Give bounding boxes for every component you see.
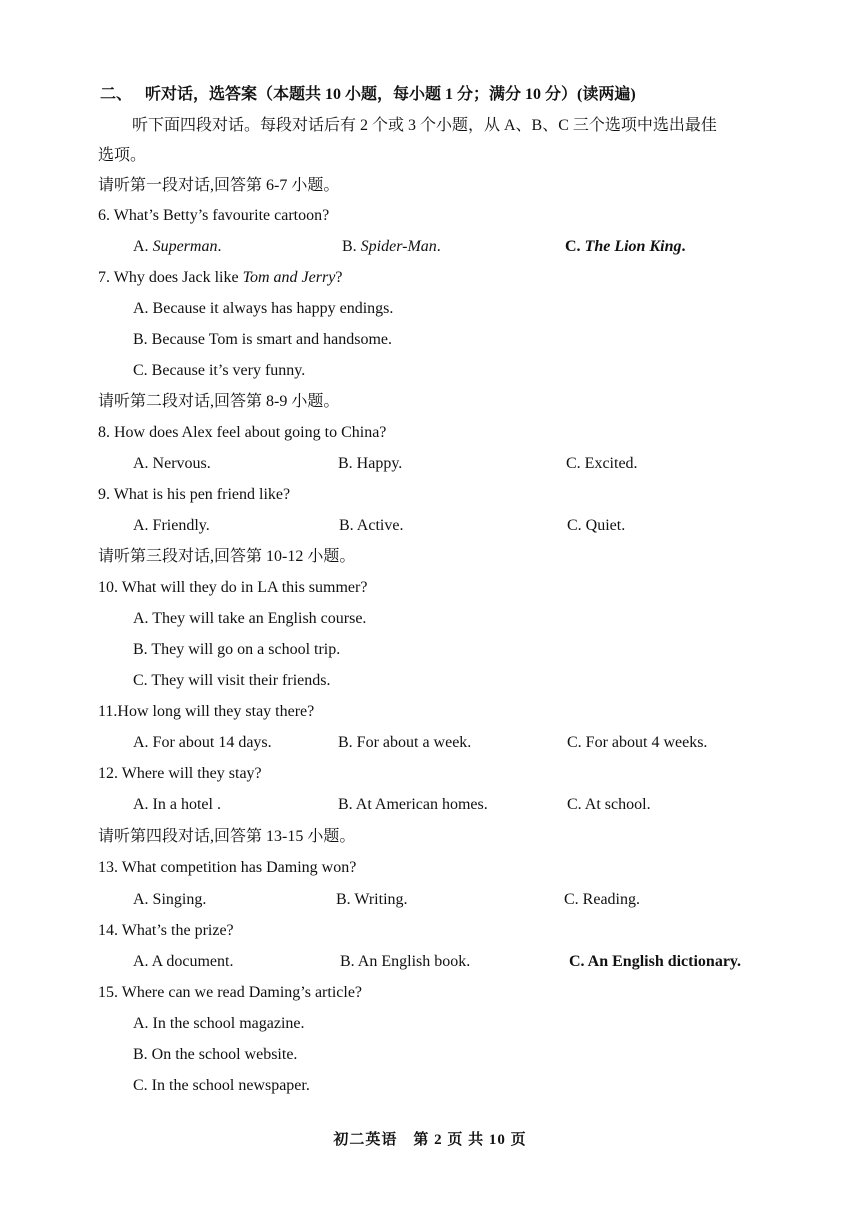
option-8b: B. Happy. — [338, 455, 403, 472]
instruction-line-1: 听下面四段对话。每段对话后有 2 个或 3 个小题，从 A、B、C 三个选项中选出最佳 — [132, 117, 717, 134]
option-12c: C. At school. — [567, 796, 651, 813]
option-11a: A. For about 14 days. — [133, 734, 272, 751]
question-8: 8. How does Alex feel about going to China? — [98, 424, 387, 441]
option-10c: C. They will visit their friends. — [133, 672, 331, 689]
option-15a: A. In the school magazine. — [133, 1015, 305, 1032]
option-10b: B. They will go on a school trip. — [133, 641, 341, 658]
option-6c: C. The Lion King. — [565, 238, 686, 255]
dialogue-prompt-4: 请听第四段对话,回答第 13-15 小题。 — [98, 828, 356, 845]
question-11: 11.How long will they stay there? — [98, 703, 315, 720]
option-8c: C. Excited. — [566, 455, 638, 472]
option-9c: C. Quiet. — [567, 517, 626, 534]
section-title: 听对话，选答案（本题共 10 小题，每小题 1 分；满分 10 分）(读两遍) — [145, 86, 636, 103]
option-6a: A. Superman. — [133, 238, 222, 255]
option-14b: B. An English book. — [340, 953, 471, 970]
option-14c: C. An English dictionary. — [569, 953, 742, 970]
option-6b: B. Spider-Man. — [342, 238, 441, 255]
option-12b: B. At American homes. — [338, 796, 488, 813]
page-footer: 初二英语 第 2 页 共 10 页 — [333, 1132, 527, 1148]
option-15b: B. On the school website. — [133, 1046, 298, 1063]
option-11b: B. For about a week. — [338, 734, 472, 751]
option-7a: A. Because it always has happy endings. — [133, 300, 394, 317]
option-13a: A. Singing. — [133, 891, 207, 908]
question-6: 6. What’s Betty’s favourite cartoon? — [98, 207, 330, 224]
option-12a: A. In a hotel . — [133, 796, 221, 813]
option-8a: A. Nervous. — [133, 455, 211, 472]
option-11c: C. For about 4 weeks. — [567, 734, 708, 751]
dialogue-prompt-2: 请听第二段对话,回答第 8-9 小题。 — [98, 393, 340, 410]
option-13b: B. Writing. — [336, 891, 408, 908]
option-14a: A. A document. — [133, 953, 234, 970]
option-7c: C. Because it’s very funny. — [133, 362, 306, 379]
dialogue-prompt-1: 请听第一段对话,回答第 6-7 小题。 — [98, 177, 340, 194]
option-10a: A. They will take an English course. — [133, 610, 367, 627]
question-12: 12. Where will they stay? — [98, 765, 262, 782]
option-9a: A. Friendly. — [133, 517, 210, 534]
question-14: 14. What’s the prize? — [98, 922, 234, 939]
option-15c: C. In the school newspaper. — [133, 1077, 310, 1094]
section-number: 二、 — [100, 86, 133, 103]
question-15: 15. Where can we read Daming’s article? — [98, 984, 363, 1001]
question-10: 10. What will they do in LA this summer? — [98, 579, 368, 596]
option-13c: C. Reading. — [564, 891, 640, 908]
option-7b: B. Because Tom is smart and handsome. — [133, 331, 392, 348]
question-9: 9. What is his pen friend like? — [98, 486, 291, 503]
dialogue-prompt-3: 请听第三段对话,回答第 10-12 小题。 — [98, 548, 356, 565]
option-9b: B. Active. — [339, 517, 404, 534]
question-7: 7. Why does Jack like Tom and Jerry? — [98, 269, 343, 286]
instruction-line-2: 选项。 — [98, 147, 147, 164]
question-13: 13. What competition has Daming won? — [98, 859, 357, 876]
